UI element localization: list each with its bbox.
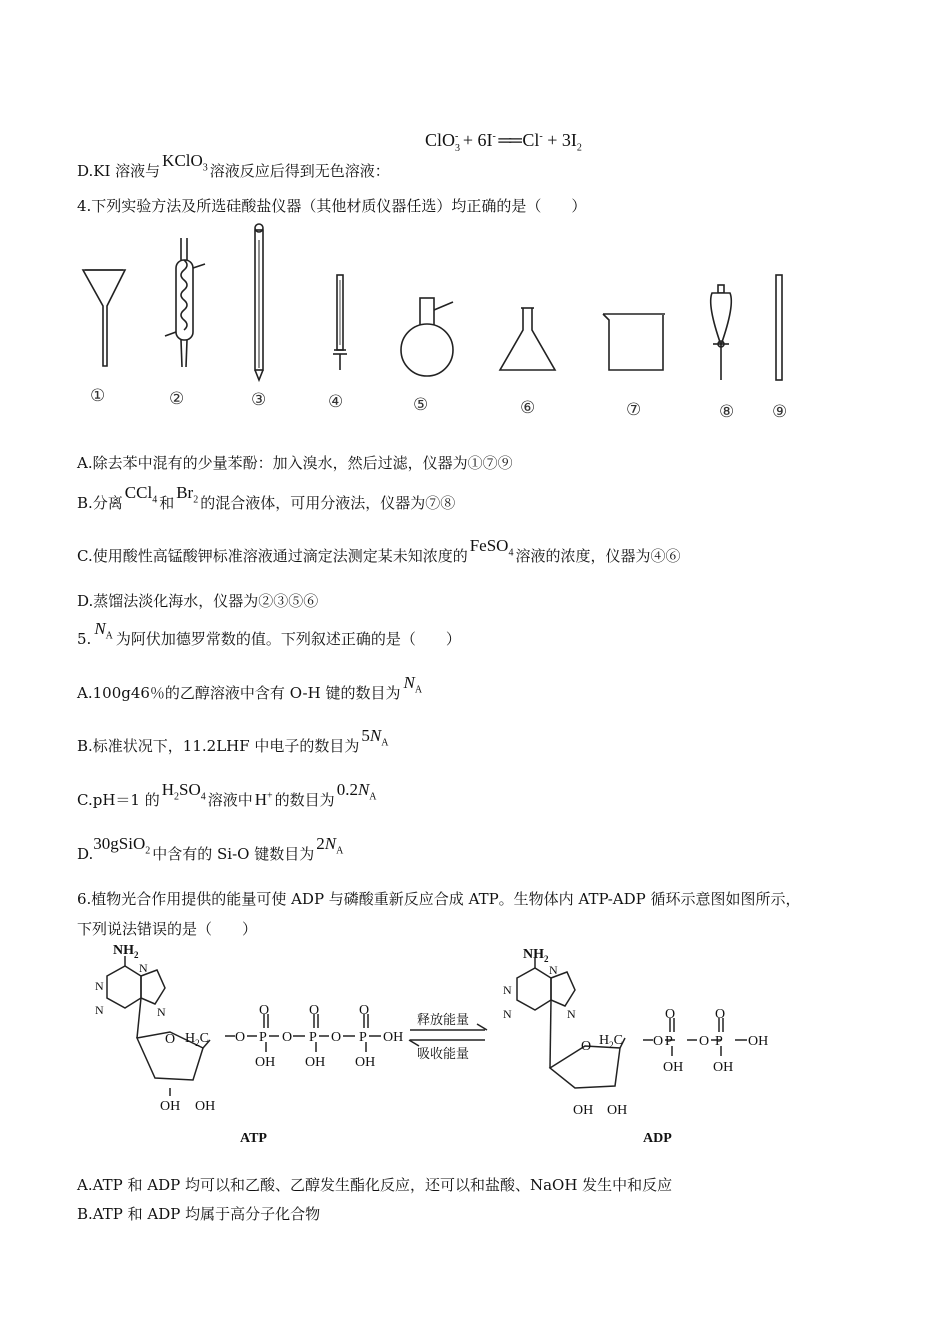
- q5-option-b: B.标准状况下，11.2LHF 中电子的数目为$5N_A$: [77, 726, 389, 755]
- beaker-icon: [603, 314, 665, 370]
- q4-stem: 4.下列实验方法及所选硅酸盐仪器（其他材质仪器任选）均正确的是（ ）: [77, 197, 587, 215]
- adp-adenine: [517, 968, 575, 1010]
- svg-text:O: O: [331, 1030, 342, 1045]
- burette-icon: [333, 275, 347, 370]
- apparatus-label-7: ⑦: [626, 400, 642, 420]
- svg-text:OH: OH: [607, 1103, 628, 1118]
- svg-text:N: N: [567, 1007, 576, 1021]
- svg-text:N: N: [95, 979, 104, 993]
- conical-flask-icon: [500, 308, 555, 370]
- svg-text:ATP: ATP: [240, 1131, 267, 1146]
- q5-option-c: C.pH＝1 的$H_2SO_4$ 溶液中 H+ 的数目为$0.2N_A$: [77, 780, 377, 809]
- q5-stem: $5.N_A$ 为阿伏加德罗常数的值。下列叙述正确的是（ ）: [77, 619, 461, 648]
- svg-text:OH: OH: [195, 1099, 216, 1114]
- svg-text:O: O: [715, 1007, 726, 1022]
- svg-text:OH: OH: [255, 1055, 276, 1070]
- q4-option-d: D.蒸馏法淡化海水，仪器为②③⑤⑥: [77, 592, 319, 610]
- svg-text:P: P: [359, 1030, 367, 1045]
- q3-option-d: D.KI 溶液与KClO$_3$ 溶液反应后得到无色溶液：: [77, 151, 390, 180]
- funnel-icon: [83, 270, 125, 366]
- svg-text:OH: OH: [748, 1034, 769, 1049]
- svg-text:N: N: [503, 983, 512, 997]
- svg-text:N: N: [549, 963, 558, 977]
- q6-option-a: A.ATP 和 ADP 均可以和乙酸、乙醇发生酯化反应，还可以和盐酸、NaOH 发生中和反应: [77, 1176, 673, 1194]
- condenser-icon: [165, 238, 205, 367]
- svg-text:ADP: ADP: [643, 1131, 672, 1146]
- svg-text:O: O: [259, 1003, 270, 1018]
- svg-text:释放能量: 释放能量: [417, 1012, 470, 1027]
- svg-text:O: O: [699, 1034, 710, 1049]
- atp-adp-cycle-diagram: [75, 938, 795, 1153]
- q5-option-d: D.30gSiO$_2$ 中含有的 Si-O 键数目为$2N_A$: [77, 834, 344, 863]
- svg-text:OH: OH: [355, 1055, 376, 1070]
- svg-text:O: O: [581, 1039, 592, 1054]
- svg-text:N: N: [139, 961, 148, 975]
- apparatus-label-2: ②: [169, 389, 185, 409]
- apparatus-label-4: ④: [328, 392, 344, 412]
- q6-option-b: B.ATP 和 ADP 均属于高分子化合物: [77, 1205, 321, 1223]
- svg-text:O: O: [165, 1032, 176, 1047]
- svg-text:NH2: $NH_2$: [113, 943, 139, 960]
- svg-text:N: N: [157, 1005, 166, 1019]
- svg-text:N: N: [95, 1003, 104, 1017]
- svg-text:OH: OH: [383, 1030, 404, 1045]
- svg-text:O: O: [309, 1003, 320, 1018]
- svg-text:P: P: [665, 1034, 673, 1049]
- glass-rod-icon: [776, 275, 782, 380]
- q5-option-a: A.100g46％的乙醇溶液中含有 O-H 键的数目为$N_A$: [77, 673, 423, 702]
- svg-text:O: O: [653, 1034, 664, 1049]
- q4-option-a: A.除去苯中混有的少量苯酚：加入溴水，然后过滤，仪器为①⑦⑨: [77, 454, 513, 472]
- svg-text:OH: OH: [663, 1060, 684, 1075]
- svg-text:O: O: [359, 1003, 370, 1018]
- svg-text:OH: OH: [713, 1060, 734, 1075]
- apparatus-label-9: ⑨: [772, 402, 788, 422]
- q6-stem-line2: 下列说法错误的是（ ）: [77, 920, 258, 938]
- atp-adenine: [107, 966, 165, 1008]
- svg-text:P: P: [309, 1030, 317, 1045]
- apparatus-label-5: ⑤: [413, 395, 429, 415]
- svg-text:N: N: [503, 1007, 512, 1021]
- svg-text:OH: OH: [305, 1055, 326, 1070]
- apparatus-label-8: ⑧: [719, 402, 735, 422]
- svg-text:O: O: [282, 1030, 293, 1045]
- svg-text:H2C: $H_2C$: [599, 1033, 623, 1050]
- svg-text:P: P: [259, 1030, 267, 1045]
- svg-text:OH: OH: [160, 1099, 181, 1114]
- chlorate-iodide-equation: ClO$_3$- + 6I- ══ $Cl^- + 3I_2$: [425, 130, 582, 154]
- q6-stem-line1: 6.植物光合作用提供的能量可使 ADP 与磷酸重新反应合成 ATP。生物体内 ATP-ADP 循环示意图如图所示，: [77, 890, 801, 908]
- q4-option-b: B.分离CCl$_4$ 和$Br_2$ 的混合液体，可用分液法，仪器为⑦⑧: [77, 483, 456, 512]
- q4-option-c: C.使用酸性高锰酸钾标准溶液通过滴定法测定某未知浓度的FeSO$_4$ 溶液的浓度，仪器为④⑥: [77, 536, 681, 565]
- distilling-flask-icon: [401, 298, 453, 376]
- svg-text:OH: OH: [573, 1103, 594, 1118]
- svg-text:吸收能量: 吸收能量: [417, 1046, 470, 1061]
- svg-text:P: P: [715, 1034, 723, 1049]
- svg-text:H2C: $H_2C$: [185, 1031, 209, 1048]
- apparatus-label-6: ⑥: [520, 398, 536, 418]
- svg-text:O: O: [235, 1030, 246, 1045]
- separatory-funnel-icon: [711, 285, 732, 380]
- apparatus-label-1: ①: [90, 386, 106, 406]
- apparatus-label-3: ③: [251, 390, 267, 410]
- svg-text:O: O: [665, 1007, 676, 1022]
- apparatus-figure: [75, 220, 815, 425]
- svg-text:NH2: $NH_2$: [523, 947, 549, 964]
- thermometer-icon: [255, 224, 263, 380]
